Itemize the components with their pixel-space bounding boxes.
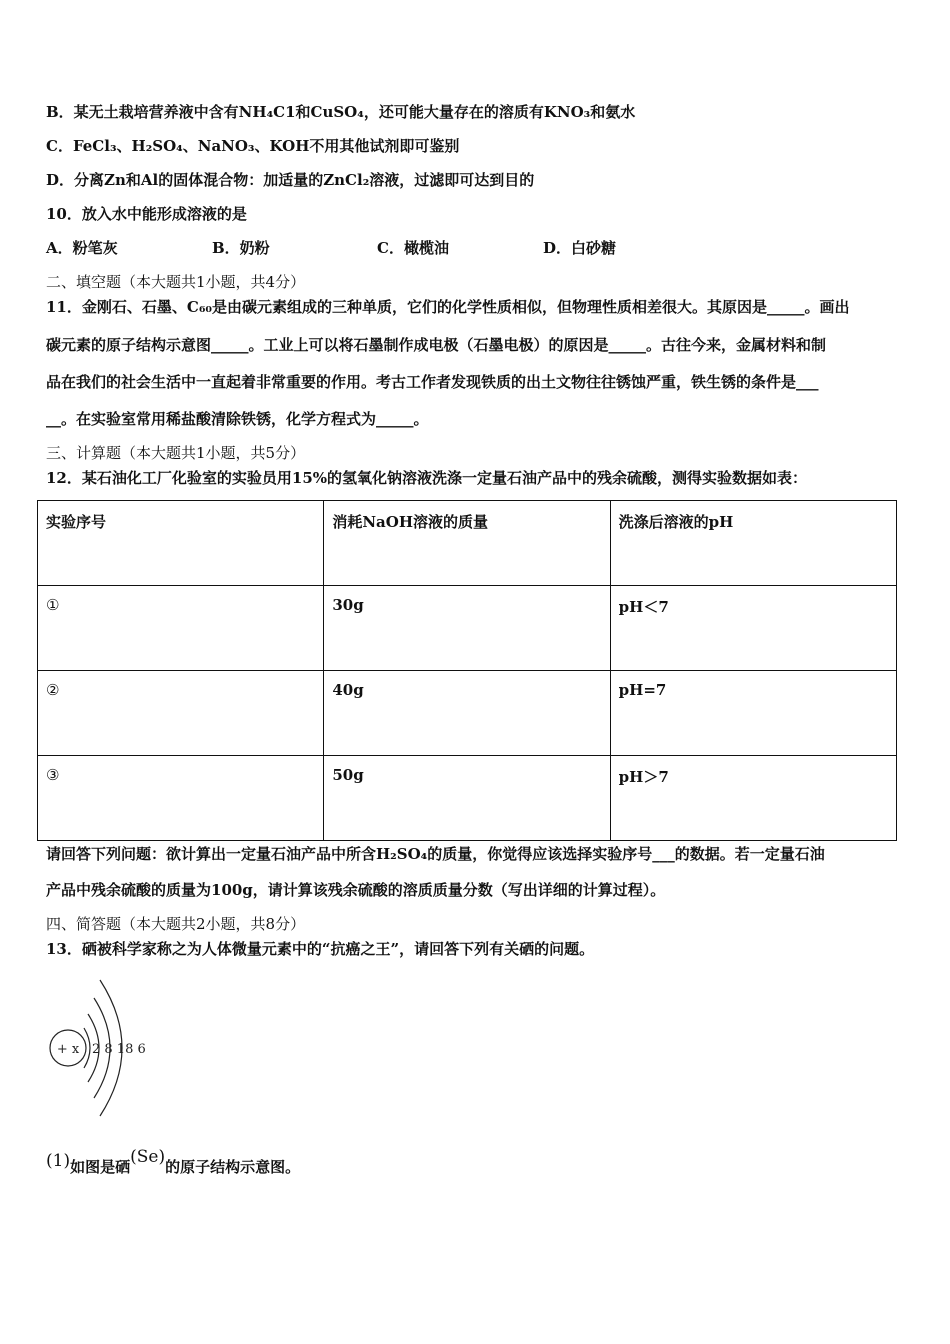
table-header: 实验序号 <box>38 501 324 586</box>
section-short-answer: 四、简答题（本大题共2小题，共8分） <box>46 915 306 933</box>
table-cell: pH＞7 <box>610 756 896 841</box>
table-cell: ② <box>38 671 324 756</box>
question-10: 10．放入水中能形成溶液的是 <box>46 205 247 223</box>
part-number: (1) <box>46 1151 71 1171</box>
question-11-line1: 11．金刚石、石墨、C₆₀是由碳元素组成的三种单质，它们的化学性质相似，但物理性质相差很大。其原因是_____。画出 <box>46 298 850 316</box>
table-cell: 30g <box>324 586 610 671</box>
question-11-line4: __。在实验室常用稀盐酸清除铁锈，化学方程式为_____。 <box>46 410 429 428</box>
table-row <box>38 756 897 841</box>
table-cell: 50g <box>324 756 610 841</box>
option-b: B．某无土栽培营养液中含有NH₄C1和CuSO₄，还可能大量存在的溶质有KNO₃和氨水 <box>46 103 636 121</box>
question-12-instructions-1: 请回答下列问题：欲计算出一定量石油产品中所含H₂SO₄的质量，你觉得应该选择实验序号___的数据。若一定量石油 <box>46 845 825 863</box>
part-text: 如图是硒 <box>70 1158 131 1176</box>
table-cell: ① <box>38 586 324 671</box>
element-symbol: (Se) <box>130 1147 166 1167</box>
question-13-part-1 <box>46 1147 301 1177</box>
table-cell: pH＜7 <box>610 586 896 671</box>
option-c: C．FeCl₃、H₂SO₄、NaNO₃、KOH不用其他试剂即可鉴别 <box>46 137 460 155</box>
table-cell: pH=7 <box>610 671 896 756</box>
question-11-line3: 品在我们的社会生活中一直起着非常重要的作用。考古工作者发现铁质的出土文物往往锈蚀严重，铁生锈的条件是___ <box>46 373 819 391</box>
table-header: 洗涤后溶液的pH <box>610 501 896 586</box>
atom-structure-diagram <box>40 970 170 1120</box>
table-cell: ③ <box>38 756 324 841</box>
table-header: 消耗NaOH溶液的质量 <box>324 501 610 586</box>
section-fill-in: 二、填空题（本大题共1小题，共4分） <box>46 273 306 291</box>
question-12: 12．某石油化工厂化验室的实验员用15%的氢氧化钠溶液洗涤一定量石油产品中的残余硫酸，测得实验数据如表： <box>46 469 808 487</box>
table-row <box>38 586 897 671</box>
q10-option-d: D．白砂糖 <box>543 239 617 257</box>
part-text-end: 的原子结构示意图。 <box>165 1158 301 1176</box>
experiment-table <box>37 500 897 841</box>
electron-shell-arc <box>84 1028 90 1068</box>
section-calculation: 三、计算题（本大题共1小题，共5分） <box>46 444 306 462</box>
nucleus-label: + x <box>56 1042 80 1057</box>
q10-option-c: C．橄榄油 <box>377 239 449 257</box>
q10-option-b: B．奶粉 <box>212 239 270 257</box>
table-row <box>38 671 897 756</box>
option-d: D．分离Zn和Al的固体混合物：加适量的ZnCl₂溶液，过滤即可达到目的 <box>46 171 535 189</box>
electron-counts: 2 8 18 6 <box>92 1042 146 1057</box>
table-cell: 40g <box>324 671 610 756</box>
question-11-line2: 碳元素的原子结构示意图_____。工业上可以将石墨制作成电极（石墨电极）的原因是_____。古往今来，金属材料和制 <box>46 336 827 354</box>
table-header-row <box>38 501 897 586</box>
q10-option-a: A．粉笔灰 <box>46 239 118 257</box>
question-12-instructions-2: 产品中残余硫酸的质量为100g，请计算该残余硫酸的溶质质量分数（写出详细的计算过程）。 <box>46 881 666 899</box>
question-13: 13．硒被科学家称之为人体微量元素中的“抗癌之王”，请回答下列有关硒的问题。 <box>46 940 595 958</box>
